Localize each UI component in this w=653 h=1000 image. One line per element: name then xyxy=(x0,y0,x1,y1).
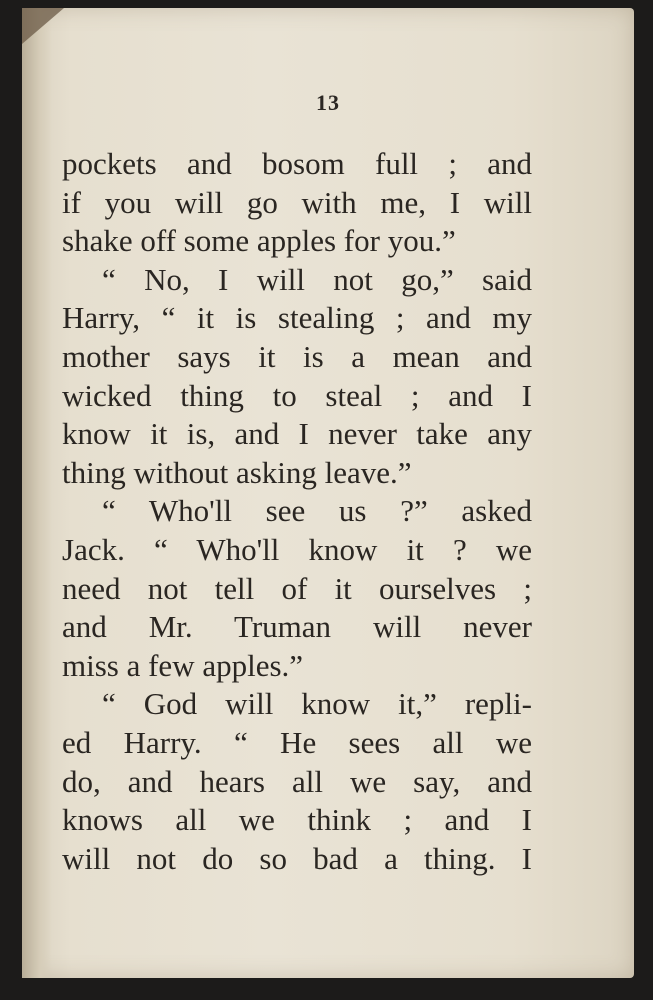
text-line: will not do so bad a thing. I xyxy=(62,840,532,876)
text-line: and Mr. Truman will never xyxy=(62,609,532,645)
torn-corner xyxy=(22,8,64,44)
text-line: Harry, “ it is stealing ; and my xyxy=(62,300,532,336)
text-line: “ Who'll see us ?” asked xyxy=(102,493,532,529)
text-line: ed Harry. “ He sees all we xyxy=(62,724,532,760)
text-line: miss a few apples.” xyxy=(62,647,304,683)
page-number: 13 xyxy=(316,90,340,115)
text-line: if you will go with me, I will xyxy=(62,184,532,220)
text-line: thing without asking leave.” xyxy=(62,454,412,490)
text-line: do, and hears all we say, and xyxy=(62,763,532,799)
page-gutter xyxy=(22,8,52,978)
body-text xyxy=(62,145,532,878)
book-page xyxy=(22,8,634,978)
text-line: pockets and bosom full ; and xyxy=(62,146,532,181)
text-line: “ God will know it,” repli- xyxy=(102,686,532,722)
text-line: shake off some apples for you.” xyxy=(62,223,456,259)
text-line: mother says it is a mean and xyxy=(62,338,532,374)
text-line: know it is, and I never take any xyxy=(62,416,532,452)
text-line: Jack. “ Who'll know it ? we xyxy=(62,531,532,567)
text-line: knows all we think ; and I xyxy=(62,802,532,838)
text-line: wicked thing to steal ; and I xyxy=(62,377,532,413)
text-line: need not tell of it ourselves ; xyxy=(62,570,532,606)
text-line: “ No, I will not go,” said xyxy=(102,261,532,297)
